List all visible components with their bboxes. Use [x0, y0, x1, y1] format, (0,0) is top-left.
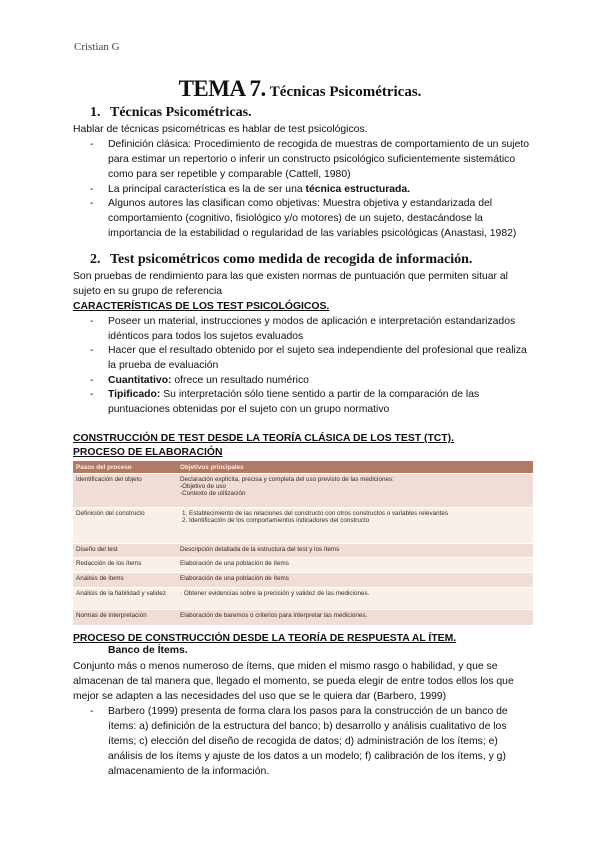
objective-cell: Elaboración de una población de ítems	[177, 573, 533, 588]
list-item: - Algunos autores las clasifican como objetivas: Muestra objetiva y estandarizada del comportamiento (cognitivo, fisiológico y/o motores) de un sujeto, destacándose la importancia de la estabilidad o regularidad de las variables psicológicas (Anastasi, 1982)	[90, 198, 517, 239]
section-2-heading: 2. Test psicométricos como medida de recogida de información.	[90, 252, 473, 267]
list-item: - Barbero (1999) presenta de forma clara los pasos para la construcción de un banco de ítems: a) definición de la estructura del banco; b) desarrollo y análisis cualitativo de los ítems; c) elección del diseño de recogida de datos; d) administración de los ítems; e) análisis de los ítems y ajuste de los datos a un modelo; f) calibración de los ítems, y g) almacenamiento de la información.	[90, 706, 508, 777]
list-item: - Tipificado: Su interpretación sólo tiene sentido a partir de la comparación de las puntuaciones obtenidas por el sujeto con un grupo normativo	[90, 389, 480, 415]
section-1-intro: Hablar de técnicas psicométricas es hablar de test psicológicos.	[73, 124, 368, 135]
table-row	[73, 474, 533, 508]
section-2-intro: Son pruebas de rendimiento para las que existen normas de puntuación que permiten situar al sujeto en su grupo de referencia	[73, 271, 508, 297]
column-header: Objetivos principales	[177, 461, 533, 474]
step-cell: Diseño del test	[73, 544, 177, 558]
objective-cell: Elaboración de baremos o criterios para interpretar las mediciones.	[177, 610, 533, 625]
list-item: - La principal característica es la de ser una técnica estructurada.	[90, 184, 411, 195]
table-row	[73, 588, 533, 610]
tct-subtitle: PROCESO DE ELABORACIÓN	[73, 447, 223, 458]
objective-cell: Declaración explícita, precisa y completa del uso previsto de las mediciones: -Objetivo de uso -Contexto de utilización	[177, 474, 533, 508]
title-main: TEMA 7.	[178, 76, 266, 101]
step-cell: Definición del constructo	[73, 508, 177, 544]
item-bank-paragraph: Conjunto más o menos numeroso de ítems, que miden el mismo rasgo o habilidad, y que se almacenan de tal manera que, llegado el momento, se pueda elegir de entre todos ellos los que mejor se adapten a las necesidades del uso que se le quiera dar (Barbero, 1999)	[73, 661, 514, 702]
objective-cell: Elaboración de una población de ítems	[177, 558, 533, 573]
page-title	[0, 76, 600, 102]
table-row	[73, 573, 533, 588]
objective-cell: Descripción detallada de la estructura del test y los ítems	[177, 544, 533, 558]
step-cell: Identificación del objeto	[73, 474, 177, 508]
list-item: - Poseer un material, instrucciones y modos de aplicación e interpretación estandarizados idénticos para todos los sujetos evaluados	[90, 316, 516, 342]
objective-cell: · Obtener evidencias sobre la precisión y validez de las mediciones.	[177, 588, 533, 610]
step-cell: Normas de interpretación	[73, 610, 177, 625]
characteristics-title: CARACTERÍSTICAS DE LOS TEST PSICOLÓGICOS.	[73, 301, 330, 312]
column-header: Pasos del proceso	[73, 461, 177, 474]
process-table	[73, 461, 533, 625]
table-row	[73, 544, 533, 558]
table-row	[73, 558, 533, 573]
table-row	[73, 508, 533, 544]
table-header-row	[73, 461, 533, 474]
table-row	[73, 610, 533, 625]
author-name: Cristian G	[74, 41, 120, 53]
list-item: - Hacer que el resultado obtenido por el sujeto sea independiente del profesional que realiza la prueba de evaluación	[90, 345, 527, 371]
title-sub: Técnicas Psicométricas.	[269, 84, 422, 100]
section-1-heading: 1. Técnicas Psicométricas.	[90, 105, 252, 120]
tri-title: PROCESO DE CONSTRUCCIÓN DESDE LA TEORÍA DE RESPUESTA AL ÍTEM.	[73, 633, 457, 644]
list-item: - Definición clásica: Procedimiento de recogida de muestras de comportamiento de un sujeto para estimar un repertorio o inferir un constructo psicológico suficientemente sistemático como para ser repetible y comparable (Cattell, 1980)	[90, 139, 530, 180]
list-item: - Cuantitativo: ofrece un resultado numérico	[90, 375, 309, 386]
item-bank-subtitle: Banco de Ítems.	[108, 645, 188, 656]
step-cell: Redacción de los ítems	[73, 558, 177, 573]
tct-title: CONSTRUCCIÓN DE TEST DESDE LA TEORÍA CLÁSICA DE LOS TEST (TCT).	[73, 433, 454, 444]
step-cell: Análisis de la fiabilidad y validez	[73, 588, 177, 610]
objective-cell: 1. Establecimiento de las relaciones del constructo con otros constructos o variables relevantes 2. Identificación de los comportamientos indicadores del constructo	[177, 508, 533, 544]
step-cell: Análisis de ítems	[73, 573, 177, 588]
